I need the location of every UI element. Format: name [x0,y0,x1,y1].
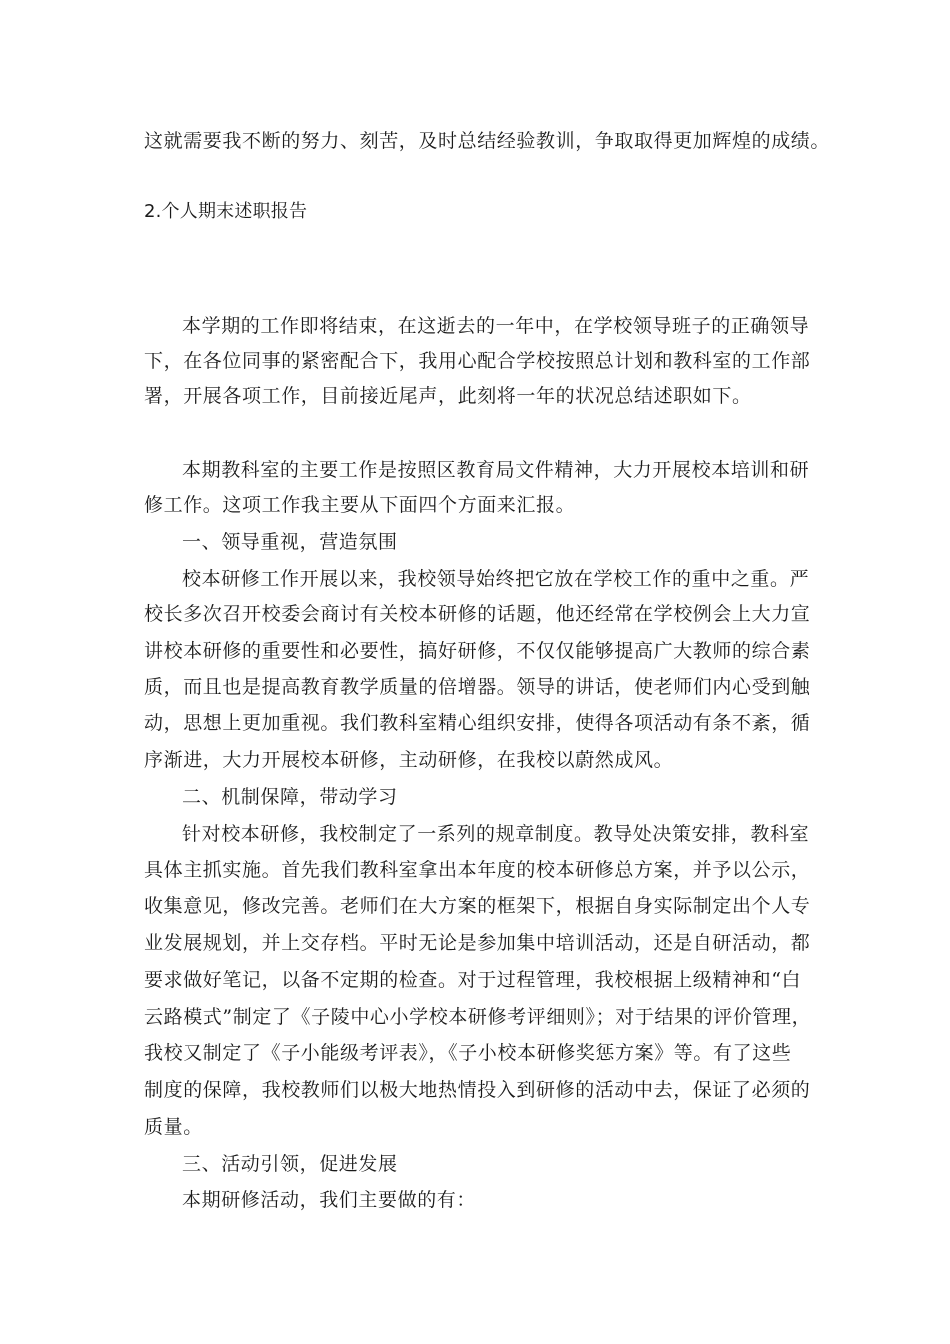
point2-title: 二、机制保障，带动学习 [182,786,398,808]
point1-line: 校本研修工作开展以来，我校领导始终把它放在学校工作的重中之重。严 [182,568,810,590]
point2-line: 云路模式”制定了《子陵中心小学校本研修考评细则》；对于结果的评价管理， [144,1006,812,1028]
main-paragraph-line: 本期教科室的主要工作是按照区教育局文件精神，大力开展校本培训和研 [182,459,810,481]
main-paragraph-line: 修工作。这项工作我主要从下面四个方面来汇报。 [144,494,576,516]
point3-line: 本期研修活动，我们主要做的有： [182,1189,477,1211]
intro-line: 本学期的工作即将结束，在这逝去的一年中，在学校领导班子的正确领导 [182,315,810,337]
top-line: 这就需要我不断的努力、刻苦，及时总结经验教训，争取取得更加辉煌的成绩。 [144,130,831,152]
point2-line: 制度的保障，我校教师们以极大地热情投入到研修的活动中去，保证了必须的 [144,1079,811,1101]
point1-line: 序渐进，大力开展校本研修，主动研修，在我校以蔚然成风。 [144,749,674,771]
point1-line: 讲校本研修的重要性和必要性，搞好研修，不仅仅能够提高广大教师的综合素 [144,640,811,662]
point2-line: 具体主抓实施。首先我们教科室拿出本年度的校本研修总方案，并予以公示， [144,859,811,881]
point2-line: 业发展规划，并上交存档。平时无论是参加集中培训活动，还是自研活动，都 [144,932,811,954]
point2-line: 我校又制定了《子小能级考评表》，《子小校本研修奖惩方案》等。有了这些 [144,1042,792,1064]
point2-line: 针对校本研修，我校制定了一系列的规章制度。教导处决策安排，教科室 [182,823,810,845]
point1-title: 一、领导重视，营造氛围 [182,531,398,553]
point1-line: 校长多次召开校委会商讨有关校本研修的话题，他还经常在学校例会上大力宣 [144,603,811,625]
section-heading: 2.个人期末述职报告 [144,201,308,222]
point3-title: 三、活动引领，促进发展 [182,1153,398,1175]
intro-line: 署，开展各项工作，目前接近尾声，此刻将一年的状况总结述职如下。 [144,385,752,407]
point2-line: 质量。 [144,1116,203,1138]
point2-line: 收集意见，修改完善。老师们在大方案的框架下，根据自身实际制定出个人专 [144,895,811,917]
point1-line: 动，思想上更加重视。我们教科室精心组织安排，使得各项活动有条不紊，循 [144,712,811,734]
point1-line: 质，而且也是提高教育教学质量的倍增器。领导的讲话，使老师们内心受到触 [144,676,811,698]
intro-line: 下，在各位同事的紧密配合下，我用心配合学校按照总计划和教科室的工作部 [144,350,811,372]
point2-line: 要求做好笔记，以备不定期的检查。对于过程管理，我校根据上级精神和“白 [144,969,802,991]
